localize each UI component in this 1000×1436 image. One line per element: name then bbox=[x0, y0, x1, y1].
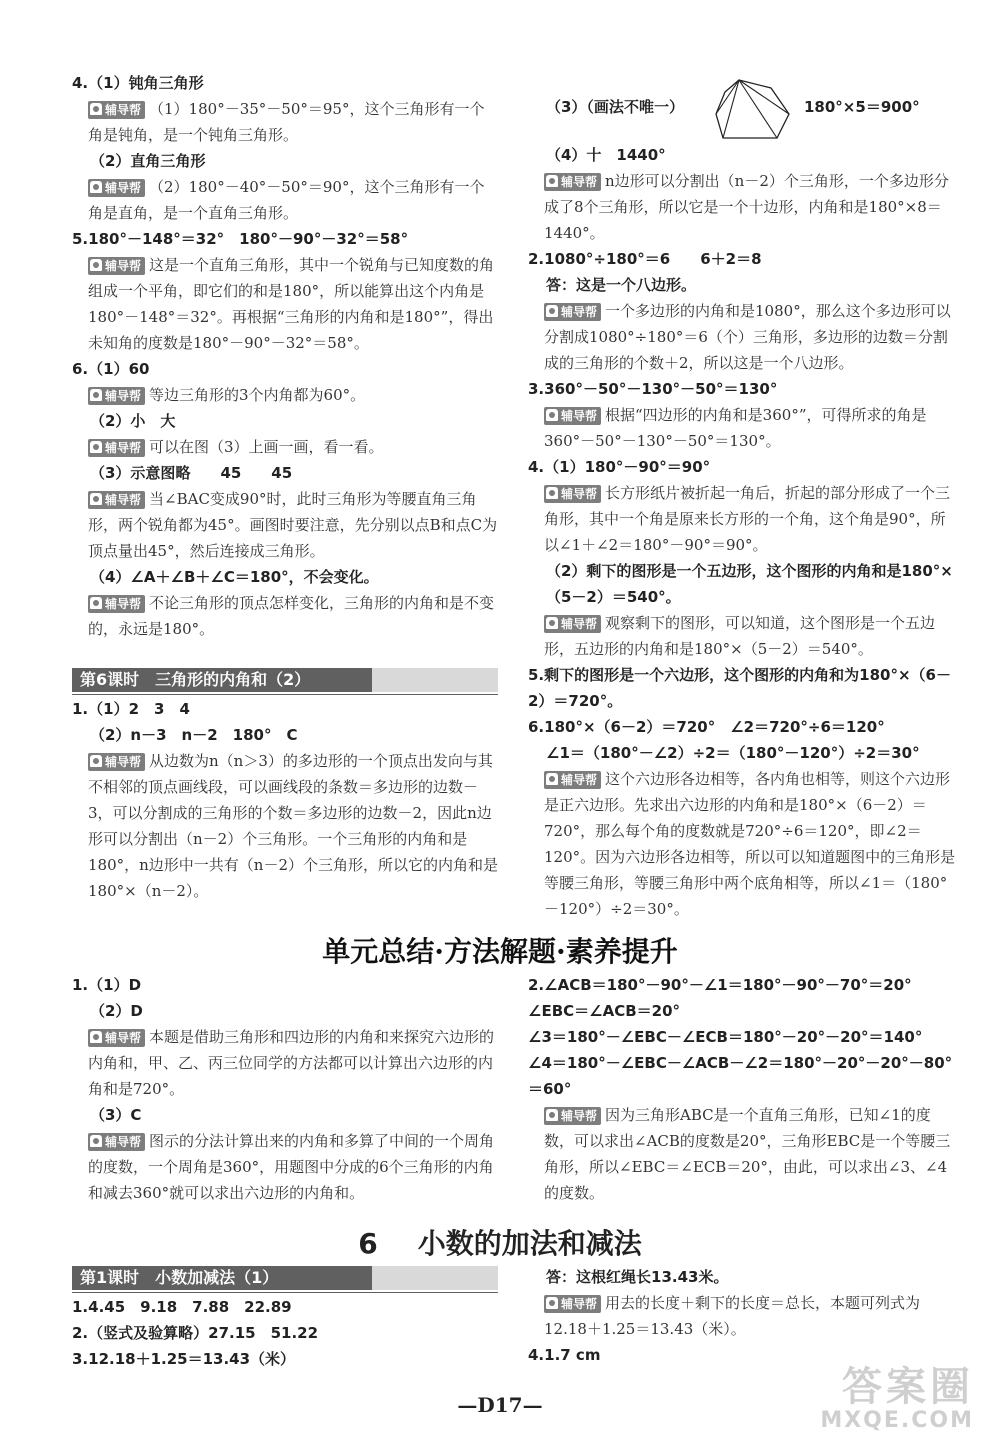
answer-line bbox=[72, 356, 498, 382]
tutor-help-badge bbox=[88, 179, 145, 197]
answer-text: 答：这根红绳长13.43米。 bbox=[546, 1268, 729, 1286]
watermark bbox=[820, 1366, 974, 1433]
lesson-bar-light-part bbox=[372, 668, 498, 692]
answer-line bbox=[72, 408, 498, 434]
answer-line bbox=[528, 272, 958, 298]
answer-line bbox=[72, 148, 498, 174]
answer-text: （2）直角三角形 bbox=[90, 152, 206, 170]
lesson-bar-light-part bbox=[372, 1266, 498, 1290]
q3-formula: 180°×5＝900° bbox=[804, 98, 920, 116]
explanation-text: 不论三角形的顶点怎样变化，三角形的内角和是不变的，永远是180°。 bbox=[88, 594, 495, 638]
badge-label: 辅导帮 bbox=[561, 1109, 598, 1123]
watermark-url: MXQE.COM bbox=[820, 1408, 974, 1433]
explanation-paragraph bbox=[528, 1290, 958, 1342]
lesson-1-answers bbox=[72, 1294, 498, 1372]
explanation-paragraph bbox=[72, 252, 498, 356]
answer-text: 2.1080°÷180°＝6 6＋2＝8 bbox=[528, 250, 762, 268]
diagonal-1 bbox=[739, 80, 789, 114]
answer-line bbox=[72, 226, 498, 252]
tutor-help-badge bbox=[88, 753, 145, 771]
answer-text: ∠3＝180°－∠EBC－∠ECB＝180°－20°－20°＝140° bbox=[528, 1028, 923, 1046]
answer-text: 6.180°×（6－2）＝720° ∠2＝720°÷6＝120° bbox=[528, 718, 885, 736]
answer-line bbox=[528, 558, 958, 610]
explanation-text: 本题是借助三角形和四边形的内角和来探究六边形的内角和，甲、乙、丙三位同学的方法都可以计算出六边形的内角和是720°。 bbox=[88, 1028, 495, 1098]
explanation-paragraph bbox=[528, 402, 958, 454]
answer-text: （3）C bbox=[90, 1106, 142, 1124]
explanation-paragraph bbox=[72, 382, 498, 408]
tutor-help-badge bbox=[544, 173, 601, 191]
chapter-name: 小数的加法和减法 bbox=[417, 1227, 642, 1260]
badge-label: 辅导帮 bbox=[105, 103, 142, 117]
answer-text: 4.1.7 cm bbox=[528, 1346, 601, 1364]
tutor-icon bbox=[546, 487, 558, 499]
chapter-number: 6 bbox=[358, 1227, 378, 1260]
page-number: —D17— bbox=[457, 1393, 543, 1417]
answer-line bbox=[72, 1346, 498, 1372]
explanation-text: （1）180°－35°－50°＝95°，这个三角形有一个角是钝角，是一个钝角三角形。 bbox=[88, 100, 485, 144]
tutor-icon bbox=[90, 259, 102, 271]
tutor-icon bbox=[546, 1297, 558, 1309]
badge-label: 辅导帮 bbox=[105, 755, 142, 769]
answer-text: 5.180°－148°＝32° 180°－90°－32°＝58° bbox=[72, 230, 409, 248]
badge-label: 辅导帮 bbox=[105, 181, 142, 195]
explanation-text: 长方形纸片被折起一角后，折起的部分形成了一个三角形，其中一个角是原来长方形的一个角，这个角是90°，所以∠1＋∠2＝180°－90°＝90°。 bbox=[544, 484, 951, 554]
answer-line bbox=[528, 1024, 958, 1050]
badge-label: 辅导帮 bbox=[105, 1135, 142, 1149]
tutor-icon bbox=[90, 103, 102, 115]
badge-label: 辅导帮 bbox=[561, 305, 598, 319]
explanation-text: 根据“四边形的内角和是360°”，可得所求的角是360°－50°－130°－50°＝130°。 bbox=[544, 406, 927, 450]
diagonal-4 bbox=[716, 80, 739, 114]
answer-line bbox=[72, 1102, 498, 1128]
tutor-help-badge bbox=[544, 303, 601, 321]
answer-line bbox=[528, 998, 958, 1024]
tutor-icon bbox=[90, 597, 102, 609]
explanation-paragraph bbox=[528, 480, 958, 558]
answer-text: （4）十 1440° bbox=[546, 146, 666, 164]
answer-line bbox=[528, 246, 958, 272]
explanation-text: 这是一个直角三角形，其中一个锐角与已知度数的角组成一个平角，即它们的和是180°，所以能算出这个内角是180°－148°＝32°。再根据“三角形的内角和是180°”，得出未知角的度数是180°－90°－32°＝58°。 bbox=[88, 256, 495, 352]
badge-label: 辅导帮 bbox=[105, 259, 142, 273]
badge-label: 辅导帮 bbox=[561, 1297, 598, 1311]
answer-line bbox=[528, 1264, 958, 1290]
explanation-text: 用去的长度＋剩下的长度＝总长，本题可列式为12.18＋1.25＝13.43（米）。 bbox=[544, 1294, 921, 1338]
answer-line bbox=[72, 722, 498, 748]
answer-text: ∠1＝（180°－∠2）÷2＝（180°－120°）÷2＝30° bbox=[546, 744, 920, 762]
answer-text: （2）剩下的图形是一个五边形，这个图形的内角和是180°×（5－2）＝540°。 bbox=[546, 562, 953, 606]
explanation-paragraph bbox=[72, 96, 498, 148]
answer-text: （2）n－3 n－2 180° C bbox=[90, 726, 298, 744]
badge-label: 辅导帮 bbox=[105, 1031, 142, 1045]
watermark-logo-text: 答案圈 bbox=[842, 1364, 974, 1410]
answer-line bbox=[528, 740, 958, 766]
explanation-text: 因为三角形ABC是一个直角三角形，已知∠1的度数，可以求出∠ACB的度数是20°，三角形EBC是一个等腰三角形，所以∠EBC＝∠ECB＝20°，由此，可以求出∠3、∠4的度数。 bbox=[544, 1106, 951, 1202]
tutor-icon bbox=[546, 617, 558, 629]
explanation-paragraph bbox=[72, 590, 498, 642]
lesson-1-title-bar bbox=[72, 1266, 498, 1290]
answer-line bbox=[528, 454, 958, 480]
summary-right-column bbox=[528, 972, 958, 1206]
badge-label: 辅导帮 bbox=[561, 487, 598, 501]
left-column-bottom bbox=[72, 662, 498, 904]
answer-text: 6.（1）60 bbox=[72, 360, 150, 378]
chapter-title bbox=[0, 1222, 1000, 1262]
explanation-paragraph bbox=[72, 1024, 498, 1102]
tutor-icon bbox=[546, 175, 558, 187]
tutor-icon bbox=[90, 181, 102, 193]
explanation-text: 可以在图（3）上画一画，看一看。 bbox=[149, 438, 384, 456]
tutor-icon bbox=[90, 493, 102, 505]
badge-label: 辅导帮 bbox=[561, 773, 598, 787]
badge-label: 辅导帮 bbox=[561, 175, 598, 189]
answer-text: 1.4.45 9.18 7.88 22.89 bbox=[72, 1298, 292, 1316]
lesson-6-title-bar bbox=[72, 668, 498, 692]
tutor-help-badge bbox=[88, 439, 145, 457]
tutor-icon bbox=[90, 1031, 102, 1043]
heptagon-figure bbox=[715, 78, 790, 140]
chapter6-left-column bbox=[72, 1266, 498, 1372]
explanation-text: 这个六边形各边相等，各内角也相等，则这个六边形是正六边形。先求出六边形的内角和是180°×（6－2）＝720°，那么每个角的度数就是720°÷6＝120°，即∠2＝120°。因为六边形各边相等，所以可以知道题图中的三角形是等腰三角形，等腰三角形中两个底角相等，所以∠1＝（180°－120°）÷2＝30°。 bbox=[544, 770, 956, 918]
explanation-paragraph bbox=[528, 168, 958, 246]
tutor-icon bbox=[90, 441, 102, 453]
explanation-paragraph bbox=[72, 174, 498, 226]
explanation-text: 从边数为n（n＞3）的多边形的一个顶点出发向与其不相邻的顶点画线段，可以画线段的条数＝多边形的边数－3，可以分割成的三角形的个数＝多边形的边数－2，因此n边形可以分割出（n－2）个三角形。一个三角形的内角和是180°，n边形中一共有（n－2）个三角形，所以它的内角和是180°×（n－2）。 bbox=[88, 752, 498, 900]
chapter6-right-column bbox=[528, 1264, 958, 1368]
answer-text: 5.剩下的图形是一个六边形，这个图形的内角和为180°×（6－2）＝720°。 bbox=[528, 666, 951, 710]
explanation-paragraph bbox=[72, 434, 498, 460]
lesson-6-answers bbox=[72, 696, 498, 904]
badge-label: 辅导帮 bbox=[561, 617, 598, 631]
answer-line bbox=[72, 70, 498, 96]
answer-text: 1.（1）D bbox=[72, 976, 142, 994]
explanation-paragraph bbox=[528, 1102, 958, 1206]
explanation-paragraph bbox=[528, 610, 958, 662]
answer-text: 答：这是一个八边形。 bbox=[546, 276, 697, 294]
answer-text: （4）∠A＋∠B＋∠C＝180°，不会变化。 bbox=[90, 568, 379, 586]
q3-label: （3）（画法不唯一） bbox=[546, 98, 684, 116]
lesson-6-title: 第6课时 三角形的内角和（2） bbox=[80, 670, 311, 689]
answer-text: （3）示意图略 45 45 bbox=[90, 464, 293, 482]
explanation-text: （2）180°－40°－50°＝90°，这个三角形有一个角是直角，是一个直角三角形。 bbox=[88, 178, 485, 222]
answer-text: 1.（1）2 3 4 bbox=[72, 700, 190, 718]
lesson-1-title: 第1课时 小数加减法（1） bbox=[80, 1268, 279, 1287]
explanation-paragraph bbox=[528, 298, 958, 376]
tutor-help-badge bbox=[88, 1133, 145, 1151]
right-column-body bbox=[528, 142, 958, 922]
tutor-icon bbox=[90, 755, 102, 767]
tutor-help-badge bbox=[544, 485, 601, 503]
tutor-help-badge bbox=[544, 615, 601, 633]
tutor-icon bbox=[90, 1135, 102, 1147]
tutor-icon bbox=[546, 1109, 558, 1121]
badge-label: 辅导帮 bbox=[105, 493, 142, 507]
badge-label: 辅导帮 bbox=[561, 409, 598, 423]
answer-line bbox=[528, 142, 958, 168]
tutor-help-badge bbox=[544, 407, 601, 425]
tutor-help-badge bbox=[544, 1295, 601, 1313]
tutor-icon bbox=[90, 389, 102, 401]
answer-line bbox=[528, 714, 958, 740]
answer-text: （2）小 大 bbox=[90, 412, 176, 430]
answer-text: （2）D bbox=[90, 1002, 143, 1020]
badge-label: 辅导帮 bbox=[105, 597, 142, 611]
answer-text: 4.（1）180°－90°＝90° bbox=[528, 458, 711, 476]
tutor-help-badge bbox=[88, 387, 145, 405]
tutor-help-badge bbox=[88, 1029, 145, 1047]
answer-line bbox=[528, 376, 958, 402]
explanation-text: 观察剩下的图形，可以知道，这个图形是一个五边形，五边形的内角和是180°×（5－2）＝540°。 bbox=[544, 614, 936, 658]
answer-line bbox=[72, 564, 498, 590]
answer-line bbox=[528, 662, 958, 714]
tutor-icon bbox=[546, 305, 558, 317]
answer-text: 3.360°－50°－130°－50°＝130° bbox=[528, 380, 778, 398]
tutor-help-badge bbox=[544, 1107, 601, 1125]
left-column-top bbox=[72, 70, 498, 642]
answer-line bbox=[72, 998, 498, 1024]
badge-label: 辅导帮 bbox=[105, 389, 142, 403]
explanation-text: 图示的分法计算出来的内角和多算了中间的一个周角的度数，一个周角是360°，用题图中分成的6个三角形的内角和减去360°就可以求出六边形的内角和。 bbox=[88, 1132, 495, 1202]
answer-text: ∠4＝180°－∠EBC－∠ACB－∠2＝180°－20°－20°－80°＝60° bbox=[528, 1054, 953, 1098]
answer-line bbox=[72, 972, 498, 998]
badge-label: 辅导帮 bbox=[105, 441, 142, 455]
answer-line bbox=[528, 972, 958, 998]
answer-text: 2.（竖式及验算略）27.15 51.22 bbox=[72, 1324, 319, 1342]
tutor-icon bbox=[546, 409, 558, 421]
answer-line bbox=[72, 460, 498, 486]
tutor-help-badge bbox=[88, 491, 145, 509]
answer-line bbox=[528, 1050, 958, 1102]
answer-text: 4.（1）钝角三角形 bbox=[72, 74, 204, 92]
answer-line bbox=[72, 1294, 498, 1320]
explanation-text: n边形可以分割出（n－2）个三角形，一个多边形分成了8个三角形，所以它是一个十边形，内角和是180°×8＝1440°。 bbox=[544, 172, 949, 242]
explanation-text: 一个多边形的内角和是1080°，那么这个多边形可以分割成1080°÷180°＝6（个）三角形，多边形的边数＝分割成的三角形的个数＋2，所以这是一个八边形。 bbox=[544, 302, 951, 372]
explanation-paragraph bbox=[72, 486, 498, 564]
answer-text: ∠EBC＝∠ACB＝20° bbox=[528, 1002, 681, 1020]
answer-line bbox=[72, 696, 498, 722]
tutor-help-badge bbox=[88, 101, 145, 119]
tutor-help-badge bbox=[544, 771, 601, 789]
explanation-paragraph bbox=[528, 766, 958, 922]
explanation-paragraph bbox=[72, 1128, 498, 1206]
answer-text: 3.12.18＋1.25＝13.43（米） bbox=[72, 1350, 296, 1368]
answer-line bbox=[72, 1320, 498, 1346]
explanation-text: 等边三角形的3个内角都为60°。 bbox=[149, 386, 366, 404]
tutor-help-badge bbox=[88, 257, 145, 275]
tutor-help-badge bbox=[88, 595, 145, 613]
answer-text: 2.∠ACB＝180°－90°－∠1＝180°－90°－70°＝20° bbox=[528, 976, 912, 994]
explanation-text: 当∠BAC变成90°时，此时三角形为等腰直角三角形，两个锐角都为45°。画图时要注意，先分别以点B和点C为顶点量出45°，然后连接成三角形。 bbox=[88, 490, 498, 560]
summary-left-column bbox=[72, 972, 498, 1206]
diagonal-3 bbox=[723, 80, 739, 138]
unit-summary-title: 单元总结·方法解题·素养提升 bbox=[322, 935, 678, 968]
explanation-paragraph bbox=[72, 748, 498, 904]
tutor-icon bbox=[546, 773, 558, 785]
